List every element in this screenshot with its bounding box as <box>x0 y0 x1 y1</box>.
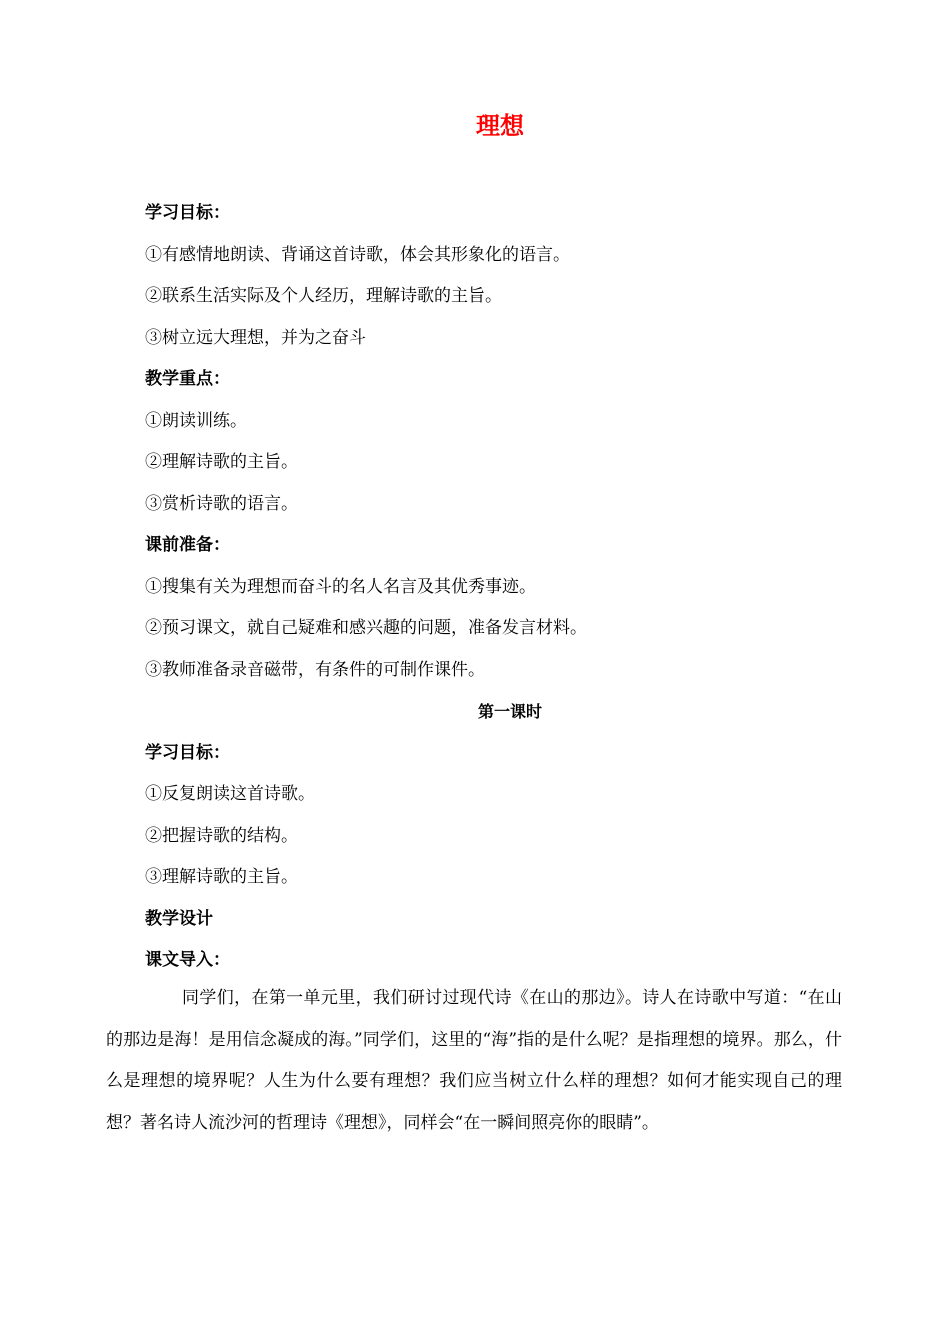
section-heading-lesson-goals: 学习目标： <box>145 742 230 763</box>
section-heading-intro: 课文导入： <box>145 950 230 970</box>
list-item: ①朗读训练。 <box>145 410 247 431</box>
list-item: ③教师准备录音磁带，有条件的可制作课件。 <box>145 659 485 680</box>
document-title: 理想 <box>476 112 524 140</box>
list-item: ①反复朗读这首诗歌。 <box>145 784 315 804</box>
list-item: ②理解诗歌的主旨。 <box>145 452 298 472</box>
list-item: ③理解诗歌的主旨。 <box>145 867 298 887</box>
list-item: ②预习课文，就自己疑难和感兴趣的问题，准备发言材料。 <box>145 618 587 638</box>
list-item: ①有感情地朗读、背诵这首诗歌，体会其形象化的语言。 <box>145 244 570 265</box>
section-heading-preparation: 课前准备： <box>145 535 230 555</box>
intro-paragraph: 同学们，在第一单元里，我们研讨过现代诗《在山的那边》。诗人在诗歌中写道：“在山的那边是海！是用信念凝成的海。”同学们，这里的“海”指的是什么呢？是指理想的境界。那么，什么是理想的境界呢？人生为什么要有理想？我们应当树立什么样的理想？如何才能实现自己的理想？著名诗人流沙河的哲理诗《理想》，同样会“在一瞬间照亮你的眼睛”。 <box>106 988 842 1133</box>
list-item: ②把握诗歌的结构。 <box>145 825 298 846</box>
list-item: ③树立远大理想，并为之奋斗 <box>145 327 366 348</box>
lesson-title: 第一课时 <box>477 702 542 721</box>
section-heading-key-points: 教学重点： <box>145 369 230 389</box>
section-heading-goals: 学习目标： <box>145 203 230 223</box>
document-body <box>145 193 845 982</box>
list-item: ③赏析诗歌的语言。 <box>145 493 298 514</box>
list-item: ①搜集有关为理想而奋斗的名人名言及其优秀事迹。 <box>145 576 536 597</box>
section-heading-design: 教学设计 <box>145 908 213 929</box>
list-item: ②联系生活实际及个人经历，理解诗歌的主旨。 <box>145 286 502 306</box>
